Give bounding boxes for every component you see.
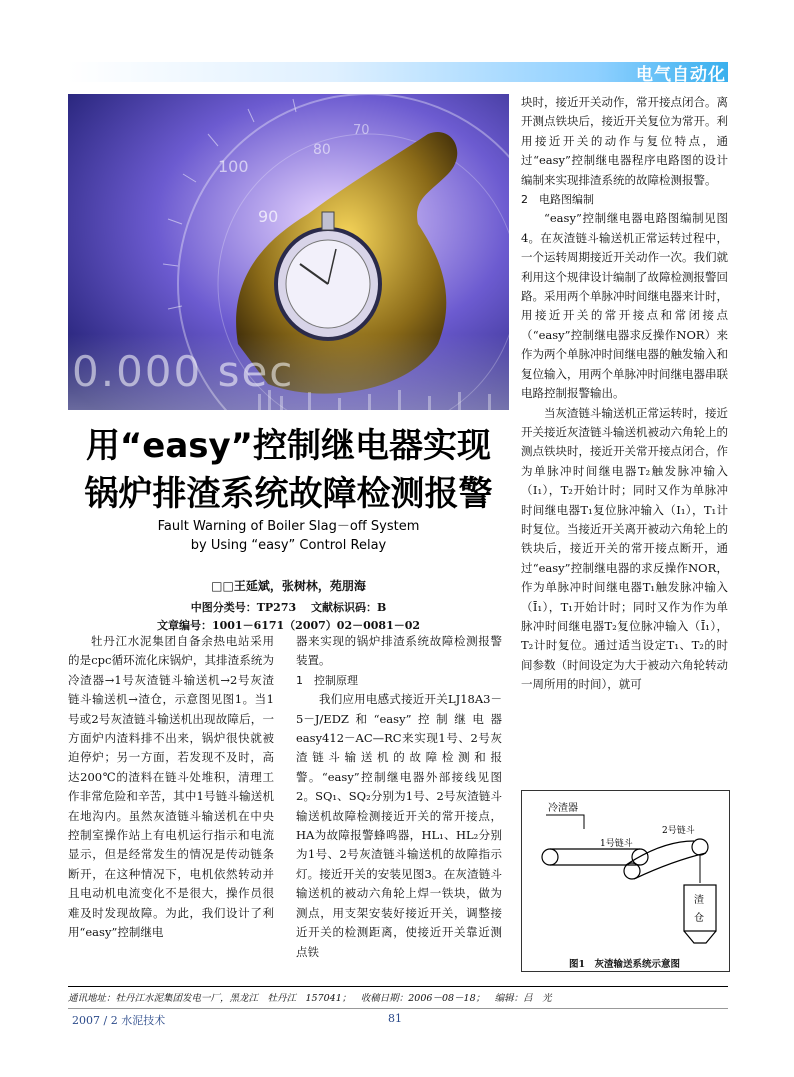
section-heading: 1 控制原理 xyxy=(296,673,358,687)
dial-90: 90 xyxy=(258,207,279,226)
label-silo-1: 渣 xyxy=(694,895,704,906)
footer-divider xyxy=(68,986,728,987)
label-cooler: 冷渣器 xyxy=(548,803,578,814)
authors: □□王延斌，张树林，苑朋海 xyxy=(211,579,366,593)
title-zh-line2: 锅炉排渣系统故障检测报警 xyxy=(84,474,493,514)
page-divider xyxy=(68,1008,728,1009)
paragraph: “easy”控制继电器电路图编制见图4。在灰渣链斗输送机正常运转过程中，一个运转周期接近开关动作一次。我们就利用这个规律设计编制了故障检测报警回路。采用两个单脉冲时间继电器来计时，用接近开关的常开接点和常闭接点（“easy”控制继电器求反操作NOR）来作为两个单脉冲时间继电器的触发输入和复位输入，用两个单脉冲时间继电器串联电路控制报警输出。 xyxy=(521,211,728,401)
journal-name: 2007 / 2 水泥技术 xyxy=(72,1014,166,1027)
dial-100: 100 xyxy=(218,157,249,176)
paragraph: 牡丹江水泥集团自备余热电站采用的是cpc循环流化床锅炉，其排渣系统为冷渣器→1号灰渣链斗输送机→2号灰渣链斗输送机→渣仓，示意图见图1。当1号或2号灰渣链斗输送机出现故障后，一方面炉内渣料排不出来，锅炉很快就被迫停炉；另一方面，若发现不及时，高达200℃的渣料在链斗处堆积，清理工作非常危险和辛苦，其中1号链斗输送机在地沟内。虽然灰渣链斗输送机在中央控制室操作站上有电机运行指示和电流显示，但是经常发生的情况是传动链条断开，在这种情况下，电机依然转动并且电动机电流变化不是很大，操作员很难及时发现故障。为此，我们设计了利用“easy”控制继电 xyxy=(68,634,274,940)
label-conveyor-2: 2号链斗 xyxy=(662,826,695,836)
page-number: 81 xyxy=(388,1012,402,1025)
photo-time-text: 0.000 sec xyxy=(72,347,295,396)
label-silo-2: 仓 xyxy=(694,913,704,924)
title-zh-line1: 用“easy”控制继电器实现 xyxy=(85,426,492,466)
body-column-1 xyxy=(68,632,274,943)
classification: 中图分类号：TP273 文献标识码：B xyxy=(190,601,387,614)
paragraph: 当灰渣链斗输送机正常运转时，接近开关接近灰渣链斗输送机被动六角轮上的测点铁块时，接近开关常开接点闭合，作为单脉冲时间继电器T₂触发脉冲输入（I₁），T₂开始计时；同时又作为单脉冲时间继电器T₁复位脉冲输入（I₁），T₁计时复位。当接近开关离开被动六角轮上的铁块后，接近开关的常开接点断开，通过“easy”控制继电器的求反操作NOR，作为单脉冲时间继电器T₁触发脉冲输入（Ī₁），T₁开始计时；同时又作为作为单脉冲时间继电器T₂复位脉冲输入（Ī₁），T₂计时复位。通过适当设定T₁、T₂的时间参数（时间设定为大于被动六角轮转动一周所用的时间），就可 xyxy=(521,405,728,692)
paragraph: 器来实现的锅炉排渣系统故障检测报警装置。 xyxy=(296,634,502,668)
cover-photo xyxy=(68,94,509,410)
section-heading: 2 电路图编制 xyxy=(521,193,594,207)
footer-address: 通讯地址：牡丹江水泥集团发电一厂，黑龙江 牡丹江 157041； 收稿日期：2006－08－18； 编辑：吕 光 xyxy=(68,993,552,1004)
dial-70: 70 xyxy=(353,123,370,138)
header-bar xyxy=(68,62,728,82)
title-en-line2: by Using “easy” Control Relay xyxy=(190,538,387,553)
title-en-line1: Fault Warning of Boiler Slag－off System xyxy=(157,519,420,534)
body-column-2 xyxy=(296,632,502,962)
figure-caption: 图1 灰渣输送系统示意图 xyxy=(568,959,681,970)
section-title: 电气自动化 xyxy=(636,65,726,85)
dial-80: 80 xyxy=(313,142,331,158)
paragraph: 我们应用电感式接近开关LJ18A3－5－J/EDZ和“easy”控制继电器easy412－AC—RC来实现1号、2号灰渣链斗输送机的故障检测和报警。“easy”控制继电器外部接线见图2。SQ₁、SQ₂分别为1号、2号灰渣链斗输送机故障检测接近开关的常开接点，HA为故障报警蜂鸣器，HL₁、HL₂分别为1号、2号灰渣链斗输送机的故障指示灯。接近开关的安装见图3。在灰渣链斗输送机的被动六角轮上焊一铁块，做为测点，用支架安装好接近开关，调整接近开关的检测距离，使接近开关靠近测点铁 xyxy=(296,692,502,959)
label-conveyor-1: 1号链斗 xyxy=(600,839,633,849)
article-number: 文章编号：1001－6171（2007）02－0081－02 xyxy=(156,619,421,632)
paragraph: 块时，接近开关动作，常开接点闭合。离开测点铁块后，接近开关复位为常开。利用接近开关的动作与复位特点，通过“easy”控制继电器程序电路图的设计编制来实现排渣系统的故障检测报警。 xyxy=(521,95,728,187)
body-column-3 xyxy=(521,93,728,695)
figure-1-diagram xyxy=(521,790,730,972)
